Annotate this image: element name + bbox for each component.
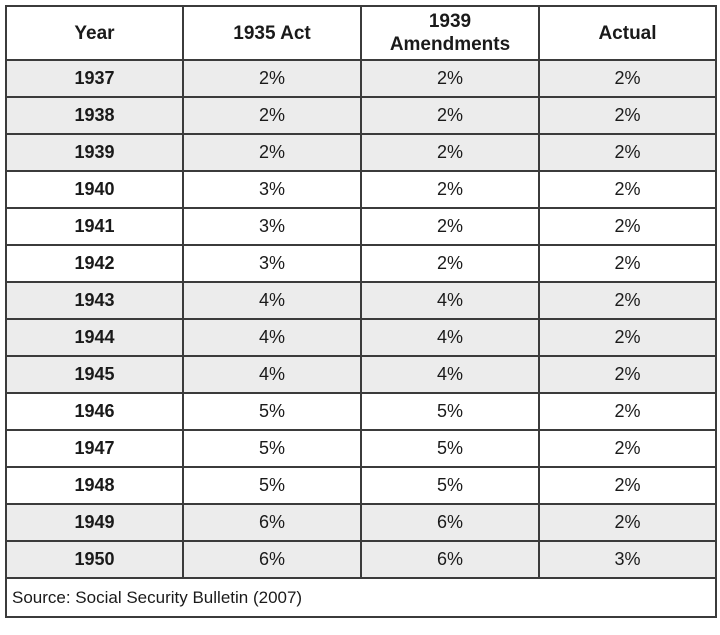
cell-1939-amendments: 2% — [361, 245, 539, 282]
cell-actual: 2% — [539, 134, 716, 171]
table-row — [6, 393, 716, 430]
header-1935-act: 1935 Act — [183, 6, 361, 60]
cell-actual: 3% — [539, 541, 716, 578]
header-1939-amendments-line2: Amendments — [389, 34, 511, 55]
cell-actual: 2% — [539, 60, 716, 97]
cell-1935-act: 5% — [183, 467, 361, 504]
cell-1935-act: 5% — [183, 430, 361, 467]
table-row — [6, 245, 716, 282]
cell-1935-act: 6% — [183, 504, 361, 541]
cell-actual: 2% — [539, 171, 716, 208]
cell-actual: 2% — [539, 319, 716, 356]
table-row — [6, 467, 716, 504]
table-row — [6, 319, 716, 356]
cell-year: 1937 — [6, 60, 183, 97]
cell-1939-amendments: 4% — [361, 282, 539, 319]
header-row — [6, 6, 716, 60]
cell-year: 1947 — [6, 430, 183, 467]
cell-actual: 2% — [539, 356, 716, 393]
cell-1939-amendments: 2% — [361, 171, 539, 208]
table-row — [6, 356, 716, 393]
cell-1939-amendments: 5% — [361, 467, 539, 504]
cell-1939-amendments: 6% — [361, 504, 539, 541]
cell-year: 1949 — [6, 504, 183, 541]
table-row — [6, 504, 716, 541]
cell-1935-act: 6% — [183, 541, 361, 578]
cell-actual: 2% — [539, 430, 716, 467]
table-row — [6, 134, 716, 171]
cell-1935-act: 3% — [183, 171, 361, 208]
cell-actual: 2% — [539, 467, 716, 504]
table-row — [6, 97, 716, 134]
cell-1939-amendments: 6% — [361, 541, 539, 578]
cell-actual: 2% — [539, 97, 716, 134]
cell-year: 1942 — [6, 245, 183, 282]
cell-1935-act: 2% — [183, 60, 361, 97]
header-1939-amendments — [361, 6, 539, 60]
cell-actual: 2% — [539, 504, 716, 541]
cell-year: 1938 — [6, 97, 183, 134]
cell-year: 1939 — [6, 134, 183, 171]
table-row — [6, 60, 716, 97]
cell-year: 1944 — [6, 319, 183, 356]
header-1939-amendments-line1: 1939 — [428, 11, 472, 32]
table-header — [6, 6, 716, 60]
header-year: Year — [6, 6, 183, 60]
table-row — [6, 208, 716, 245]
cell-1939-amendments: 2% — [361, 208, 539, 245]
cell-actual: 2% — [539, 393, 716, 430]
cell-1939-amendments: 4% — [361, 356, 539, 393]
cell-1935-act: 3% — [183, 208, 361, 245]
cell-year: 1945 — [6, 356, 183, 393]
cell-actual: 2% — [539, 245, 716, 282]
table-row — [6, 541, 716, 578]
cell-year: 1940 — [6, 171, 183, 208]
cell-1939-amendments: 5% — [361, 393, 539, 430]
tax-rate-table — [5, 5, 717, 618]
table-row — [6, 282, 716, 319]
source-row — [6, 578, 716, 617]
table-row — [6, 171, 716, 208]
cell-1939-amendments: 4% — [361, 319, 539, 356]
cell-actual: 2% — [539, 208, 716, 245]
cell-year: 1943 — [6, 282, 183, 319]
table-row — [6, 430, 716, 467]
cell-year: 1946 — [6, 393, 183, 430]
cell-1935-act: 4% — [183, 319, 361, 356]
cell-year: 1948 — [6, 467, 183, 504]
cell-year: 1941 — [6, 208, 183, 245]
cell-year: 1950 — [6, 541, 183, 578]
cell-actual: 2% — [539, 282, 716, 319]
cell-1935-act: 2% — [183, 134, 361, 171]
cell-1935-act: 4% — [183, 282, 361, 319]
source-note: Source: Social Security Bulletin (2007) — [6, 578, 716, 617]
tax-rate-table-container — [5, 5, 715, 630]
table-footer — [6, 578, 716, 617]
cell-1935-act: 4% — [183, 356, 361, 393]
header-actual: Actual — [539, 6, 716, 60]
cell-1939-amendments: 2% — [361, 134, 539, 171]
cell-1935-act: 5% — [183, 393, 361, 430]
table-body — [6, 60, 716, 578]
cell-1935-act: 3% — [183, 245, 361, 282]
cell-1935-act: 2% — [183, 97, 361, 134]
cell-1939-amendments: 5% — [361, 430, 539, 467]
cell-1939-amendments: 2% — [361, 60, 539, 97]
cell-1939-amendments: 2% — [361, 97, 539, 134]
